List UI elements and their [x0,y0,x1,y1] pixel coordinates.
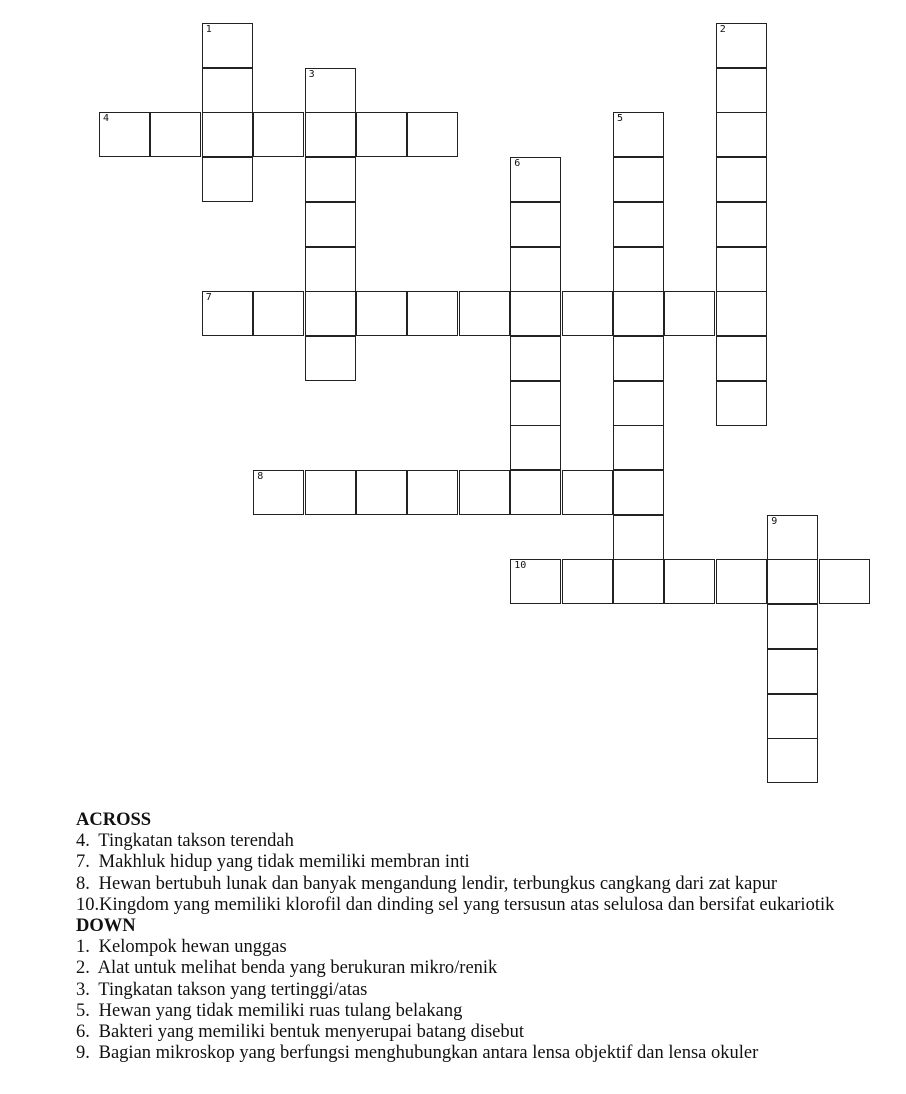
clue-number: 8 [257,471,264,482]
crossword-cell[interactable] [305,470,356,515]
across-clue: 4. Tingkatan takson terendah [76,831,294,852]
crossword-cell[interactable] [305,112,356,157]
crossword-cell[interactable] [613,515,664,560]
crossword-cell[interactable] [613,381,664,426]
crossword-cell[interactable] [716,381,767,426]
crossword-cell[interactable] [459,470,510,515]
crossword-cell[interactable] [510,291,561,336]
crossword-cell[interactable] [767,559,818,604]
crossword-cell[interactable] [305,202,356,247]
crossword-cell[interactable] [510,157,561,202]
crossword-cell[interactable] [356,291,407,336]
down-clue: 3. Tingkatan takson yang tertinggi/atas [76,979,368,1000]
crossword-cell[interactable] [613,202,664,247]
crossword-cell[interactable] [305,157,356,202]
crossword-cell[interactable] [716,157,767,202]
clue-number: 7 [205,292,212,304]
clue-number: 6 [514,158,521,170]
down-heading: DOWN [76,916,136,937]
across-clue: 10.Kingdom yang memiliki klorofil dan dinding sel yang tersusun atas selulosa dan bersifat eukariotik [76,894,835,915]
crossword-cell[interactable] [202,157,253,202]
crossword-cell[interactable] [202,23,253,68]
crossword-cell[interactable] [767,694,818,739]
crossword-cell[interactable] [510,470,561,515]
across-clue: 7. Makhluk hidup yang tidak memiliki membran inti [76,852,470,873]
crossword-cell[interactable] [407,291,458,336]
down-clue: 5. Hewan yang tidak memiliki ruas tulang belakang [76,1000,463,1021]
crossword-cell[interactable] [716,202,767,247]
crossword-cell[interactable] [253,112,304,157]
crossword-cell[interactable] [613,336,664,381]
clue-number: 9 [771,515,778,527]
crossword-cell[interactable] [202,68,253,113]
down-clue: 6. Bakteri yang memiliki bentuk menyerupai batang disebut [76,1022,525,1043]
crossword-cell[interactable] [202,112,253,157]
crossword-cell[interactable] [613,291,664,336]
crossword-cell[interactable] [613,157,664,202]
crossword-cell[interactable] [510,559,561,604]
clue-number: 5 [617,113,624,125]
crossword-cell[interactable] [716,336,767,381]
crossword-cell[interactable] [150,112,201,157]
down-clue: 9. Bagian mikroskop yang berfungsi menghubungkan antara lensa objektif dan lensa okuler [76,1043,759,1064]
crossword-cell[interactable] [305,336,356,381]
clue-list [76,810,901,1064]
crossword-cell[interactable] [613,247,664,292]
crossword-cell[interactable] [613,559,664,604]
crossword-cell[interactable] [305,247,356,292]
crossword-cell[interactable] [407,112,458,157]
crossword-cell[interactable] [613,425,664,470]
crossword-cell[interactable] [767,515,818,560]
across-heading: ACROSS [76,810,152,830]
crossword-cell[interactable] [305,68,356,113]
crossword-cell[interactable] [716,23,767,68]
crossword-cell[interactable] [305,291,356,336]
crossword-cell[interactable] [613,470,664,515]
crossword-cell[interactable] [253,291,304,336]
crossword-cell[interactable] [202,291,253,336]
crossword-cell[interactable] [510,425,561,470]
crossword-cell[interactable] [613,112,664,157]
crossword-cell[interactable] [562,291,613,336]
down-clue: 1. Kelompok hewan unggas [76,937,287,958]
crossword-cell[interactable] [510,247,561,292]
clue-number: 2 [719,24,726,35]
crossword-cell[interactable] [716,68,767,113]
crossword-cell[interactable] [99,112,150,157]
crossword-cell[interactable] [510,336,561,381]
clue-number: 3 [308,68,315,80]
clue-number: 10 [514,560,527,572]
crossword-cell[interactable] [562,559,613,604]
clue-number: 4 [103,113,110,125]
crossword-cell[interactable] [510,381,561,426]
crossword-cell[interactable] [716,112,767,157]
down-clue: 2. Alat untuk melihat benda yang berukuran mikro/renik [76,958,498,979]
crossword-cell[interactable] [664,291,715,336]
crossword-cell[interactable] [767,738,818,783]
crossword-cell[interactable] [356,112,407,157]
crossword-cell[interactable] [716,291,767,336]
crossword-cell[interactable] [664,559,715,604]
crossword-cell[interactable] [253,470,304,515]
crossword-cell[interactable] [819,559,870,604]
crossword-cell[interactable] [716,247,767,292]
crossword-cell[interactable] [510,202,561,247]
clue-number: 1 [205,24,212,35]
crossword-cell[interactable] [562,470,613,515]
across-clue: 8. Hewan bertubuh lunak dan banyak mengandung lendir, terbungkus cangkang dari zat kapur [76,873,778,894]
crossword-cell[interactable] [459,291,510,336]
crossword-cell[interactable] [356,470,407,515]
crossword-cell[interactable] [767,604,818,649]
crossword-cell[interactable] [407,470,458,515]
crossword-cell[interactable] [716,559,767,604]
crossword-cell[interactable] [767,649,818,694]
